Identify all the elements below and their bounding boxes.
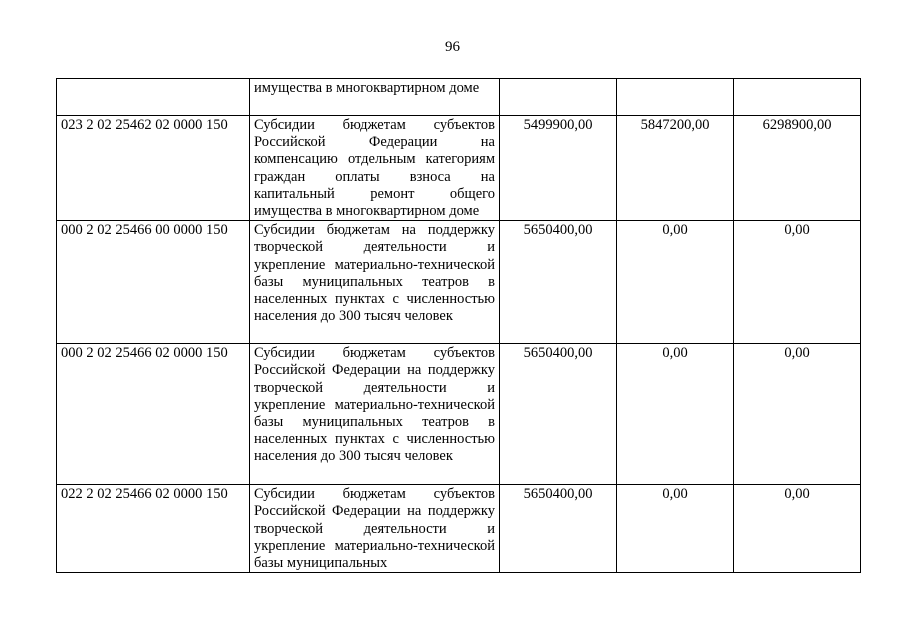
amount-cell-1	[500, 79, 617, 116]
table-row	[57, 344, 861, 485]
budget-code-cell: 000 2 02 25466 00 0000 150	[57, 221, 250, 344]
table-row	[57, 485, 861, 573]
budget-code-cell: 022 2 02 25466 02 0000 150	[57, 485, 250, 573]
budget-code-cell: 000 2 02 25466 02 0000 150	[57, 344, 250, 485]
item-name-cell: Субсидии бюджетам субъектов Российской Федерации на компенсацию отдельным категориям граждан оплаты взноса на капитальный ремонт общего имущества в многоквартирном доме	[250, 116, 500, 221]
amount-cell-3: 0,00	[734, 485, 861, 573]
amount-cell-2: 0,00	[617, 485, 734, 573]
table-row	[57, 116, 861, 221]
amount-cell-2: 0,00	[617, 221, 734, 344]
amount-cell-3	[734, 79, 861, 116]
item-name-cell: Субсидии бюджетам субъектов Российской Федерации на поддержку творческой деятельности и укрепление материально-технической базы муниципальных театров в населенных пунктах с численностью населения до 300 тысяч человек	[250, 344, 500, 485]
amount-cell-2: 0,00	[617, 344, 734, 485]
amount-cell-2: 5847200,00	[617, 116, 734, 221]
amount-cell-1: 5650400,00	[500, 344, 617, 485]
item-name-cell: имущества в многоквартирном доме	[250, 79, 500, 116]
budget-code-cell: 023 2 02 25462 02 0000 150	[57, 116, 250, 221]
amount-cell-3: 0,00	[734, 221, 861, 344]
amount-cell-1: 5499900,00	[500, 116, 617, 221]
amount-cell-2	[617, 79, 734, 116]
budget-code-cell	[57, 79, 250, 116]
amount-cell-3: 0,00	[734, 344, 861, 485]
amount-cell-3: 6298900,00	[734, 116, 861, 221]
item-name-cell: Субсидии бюджетам субъектов Российской Федерации на поддержку творческой деятельности и укрепление материально-технической базы муниципальных	[250, 485, 500, 573]
table-row	[57, 221, 861, 344]
item-name-cell: Субсидии бюджетам на поддержку творческой деятельности и укрепление материально-технической базы муниципальных театров в населенных пунктах с численностью населения до 300 тысяч человек	[250, 221, 500, 344]
page-number: 96	[445, 39, 460, 55]
table-row	[57, 79, 861, 116]
amount-cell-1: 5650400,00	[500, 221, 617, 344]
budget-table	[56, 78, 861, 573]
amount-cell-1: 5650400,00	[500, 485, 617, 573]
